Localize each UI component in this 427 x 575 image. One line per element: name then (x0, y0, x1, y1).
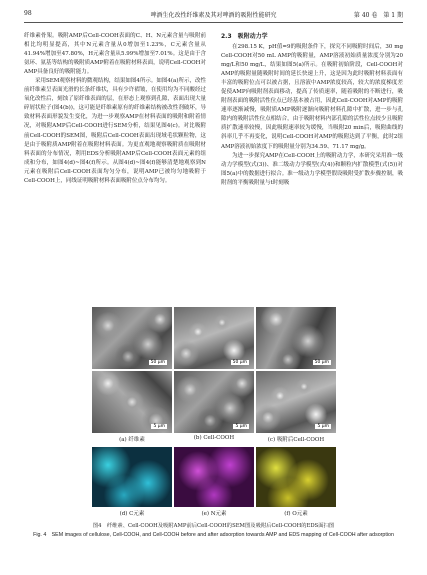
scale-bar: 50 μm (232, 360, 247, 365)
right-column (221, 32, 403, 292)
section-heading: 2.3 吸附动力学 (221, 33, 268, 40)
sem-image-adsorbed-high (256, 371, 336, 433)
eds-map-carbon (92, 447, 172, 507)
volume-issue: 第 40 卷 第 1 期 (353, 12, 403, 19)
paragraph: 在298.15 K，pH值=9的吸附条件下，探究不同吸附时间后，30 mg Cell-COOH对50 mL AMP的吸附量，AMP溶液初始质量浓度分别为20 mg/L和50 mg/L，结果如图5(a)所示。在吸附初始阶段，Cell-COOH对AMP的吸附量随吸附时间的延长快速上升，这是因为此时吸附材料表面有丰富的吸附位点可以被占据，且溶液中AMP浓度较高，较大的浓度梯度差促使AMP向吸附剂表面移动，提高了传质速率，随着吸附的不断进行，吸附剂表面的吸附活性位点已经基本被占用，因此Cell-COOH对AMP的吸附速率逐渐减慢，吸附质AMP吸附逐渐向吸附材料孔隙中扩散，进一步与孔隙内的吸附活性位点相结合，由于吸附材料内部孔隙的活性位点较少且吸附质扩散速率较慢，因此吸附速率较为缓慢，当吸附20 min后，吸附曲线的斜率几乎不再变化，说明Cell-COOH对AMP的吸附达到了平衡，此时2组AMP溶液初始浓度下的吸附量分别为34.59、71.17 mg/g。 (221, 44, 403, 150)
figure-caption-english: Fig. 4 SEM images of cellulose, Cell-COOH, and Cell-COOH before and after adsorption towards AMP and EDS mapping of Cell-COOH after adsorption (33, 531, 394, 538)
subfigure-label-b: (b) Cell-COOH (193, 435, 235, 441)
page-number: 98 (24, 10, 32, 17)
eds-map-oxygen (256, 447, 336, 507)
paragraph: 纤维素骨架。吸附AMP后Cell-COOH表面的C、H、N元素含量与吸附前相比均明显提高，其中N元素含量从0增加至1.23%，C元素含量从41.94%增加至47.80%，H元素含量从5.99%增加至7.01%。这是由于含氨环、氨基等结构的吸附质AMP附着在吸附材料表面，说明Cell-COOH对AMP具备良好的吸附能力。 (24, 33, 206, 76)
subfigure-label-f: (f) O元素 (284, 511, 308, 517)
left-column (24, 32, 206, 292)
page-header (24, 8, 403, 20)
subfigure-label-e: (e) N元素 (201, 511, 227, 517)
sem-image-cell-cooh-high (174, 371, 254, 433)
subfigure-label-a: (a) 纤维素 (119, 437, 145, 443)
subfigure-label-d: (d) C元素 (119, 511, 145, 517)
scale-bar: 5 μm (153, 424, 165, 429)
sem-image-adsorbed-low (256, 307, 336, 369)
header-rule (24, 22, 403, 23)
scale-bar: 5 μm (317, 424, 329, 429)
sem-image-cellulose-high (92, 371, 172, 433)
scale-bar: 5 μm (235, 424, 247, 429)
sem-image-cellulose-low (92, 307, 172, 369)
eds-map-nitrogen (174, 447, 254, 507)
paragraph: 为进一步探究AMP在Cell-COOH上的吸附动力学，本研究采用准一级动力学模型(式(3))、准二级动力学模型(式(4))和颗粒内扩散模型(式(5))对图5(a)中的数据进行拟合。准一级动力学模型假设吸附受扩散步骤控制，吸附剂的平衡吸附量与t时刻吸 (221, 152, 403, 186)
running-title: 啤酒生化改性纤维素及其对啤酒的吸附性能研究 (150, 12, 277, 19)
subfigure-label-c: (c) 吸附后Cell-COOH (267, 437, 325, 443)
scale-bar: 50 μm (314, 360, 329, 365)
sem-image-cell-cooh-low (174, 307, 254, 369)
scale-bar: 50 μm (150, 360, 165, 365)
paragraph: 采用SEM观察材料的微观结构，结果如图4所示。如图4(a)所示，改性前纤维素呈表面光滑的长条纤维状，具有少许褶皱，在使用均为不同酸经过氧化改性后，刻蚀了原纤维表面的层，在形态上观察到孔隙，表面出现大量碎屑状粒子(图4(b))，这可能是纤维素原有的纤维素结构被改性剂破坏，导致材料表面形貌发生变化，为进一步观察AMP在材料表面的吸附和附着情况，对吸附AMP后Cell-COOH进行SEM分析，结果见图4(c)。对比吸附前Cell-COOH的SEM图，吸附后Cell-COOH表面出现域毛状颗粒物，这是由于吸附质AMP附着在吸附材料表面。为更直观地观察吸附质在吸附材料表面的分布情况，利用EDS分析吸附AMP后Cell-COOH表面元素的组成和分布，如图4(d)~图4(f)所示。从图4(d)~图4(f)能够清楚地观察到N元素在吸附后Cell-COOH表面均匀分布，说明AMP已被均匀地吸附于Cell-COOH上，同线证明吸附材料表面吸附位点分布均匀。 (24, 78, 206, 184)
figure-caption-chinese: 图4 纤维素、Cell-COOH及吸附AMP前后Cell-COOH的SEM图及吸附后Cell-COOH的EDS面扫图 (92, 523, 335, 529)
figure-caption (24, 522, 403, 539)
